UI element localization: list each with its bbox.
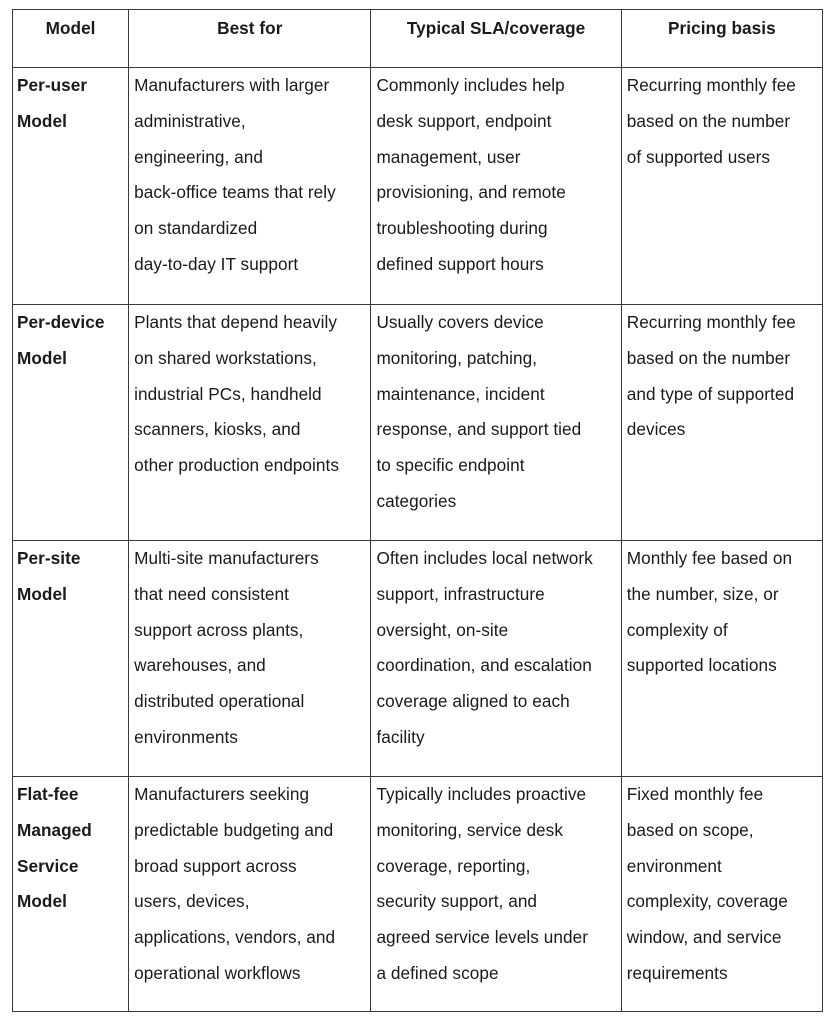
text-line: Monthly fee based on xyxy=(626,548,793,568)
text-line: support, infrastructure xyxy=(376,583,545,604)
text-line: Often includes local network xyxy=(376,548,593,568)
header-model: Model xyxy=(13,10,129,68)
header-row xyxy=(13,10,823,68)
text-line: on shared workstations, xyxy=(134,347,317,368)
best-for-cell xyxy=(129,541,371,777)
sla-coverage-cell-text xyxy=(371,68,620,283)
sla-coverage-cell-text xyxy=(371,777,620,992)
text-line: environments xyxy=(134,726,238,747)
best-for-cell-text xyxy=(129,541,370,756)
text-line: day-to-day IT support xyxy=(134,253,299,274)
text-line: Per-device xyxy=(17,312,105,332)
model-cell xyxy=(13,777,129,1012)
table-row xyxy=(13,68,823,305)
text-line: monitoring, service desk xyxy=(376,819,563,840)
text-line: a defined scope xyxy=(376,962,499,983)
table-row xyxy=(13,777,823,1012)
sla-coverage-cell-text xyxy=(371,305,620,520)
text-line: Flat-fee xyxy=(17,784,79,804)
text-line: coordination, and escalation xyxy=(376,655,592,676)
text-line: coverage, reporting, xyxy=(376,855,531,876)
text-line: applications, vendors, and xyxy=(134,927,336,948)
text-line: requirements xyxy=(626,962,728,983)
text-line: Per-site xyxy=(17,548,81,568)
text-line: monitoring, patching, xyxy=(376,347,538,368)
text-line: administrative, xyxy=(134,110,246,131)
best-for-cell xyxy=(129,68,371,305)
text-line: Per-user xyxy=(17,75,88,95)
text-line: environment xyxy=(626,855,722,876)
sla-coverage-cell-text xyxy=(371,541,620,756)
model-cell xyxy=(13,305,129,541)
text-line: defined support hours xyxy=(376,253,544,274)
text-line: Model xyxy=(17,891,67,912)
pricing-basis-cell-text xyxy=(622,541,822,684)
text-line: categories xyxy=(376,490,457,511)
best-for-cell xyxy=(129,305,371,541)
text-line: Plants that depend heavily xyxy=(134,312,338,332)
text-line: Fixed monthly fee xyxy=(626,784,764,804)
text-line: complexity of xyxy=(626,619,728,640)
text-line: based on scope, xyxy=(626,819,754,840)
pricing-basis-cell xyxy=(621,305,822,541)
text-line: the number, size, or xyxy=(626,583,779,604)
table-row xyxy=(13,541,823,777)
text-line: warehouses, and xyxy=(134,655,266,676)
text-line: troubleshooting during xyxy=(376,218,548,239)
best-for-cell xyxy=(129,777,371,1012)
text-line: Service xyxy=(17,855,79,876)
text-line: users, devices, xyxy=(134,891,250,912)
text-line: Commonly includes help xyxy=(376,75,565,95)
best-for-cell-text xyxy=(129,777,370,992)
text-line: window, and service xyxy=(626,927,782,948)
pricing-basis-cell-text xyxy=(622,305,822,448)
text-line: Manufacturers seeking xyxy=(134,784,310,804)
text-line: broad support across xyxy=(134,855,297,876)
text-line: complexity, coverage xyxy=(626,891,788,912)
pricing-basis-cell-text xyxy=(622,777,822,992)
best-for-cell-text xyxy=(129,305,370,484)
text-line: and type of supported xyxy=(626,383,795,404)
text-line: Manufacturers with larger xyxy=(134,75,330,95)
pricing-basis-cell xyxy=(621,777,822,1012)
text-line: coverage aligned to each xyxy=(376,691,570,712)
best-for-cell-text xyxy=(129,68,370,283)
model-cell-text xyxy=(13,777,128,920)
it-support-models-table xyxy=(12,9,823,1012)
text-line: support across plants, xyxy=(134,619,304,640)
text-line: distributed operational xyxy=(134,691,305,712)
table-row xyxy=(13,305,823,541)
text-line: based on the number xyxy=(626,110,791,131)
text-line: predictable budgeting and xyxy=(134,819,334,840)
header-pricing-basis: Pricing basis xyxy=(621,10,822,68)
text-line: industrial PCs, handheld xyxy=(134,383,322,404)
model-cell xyxy=(13,68,129,305)
text-line: response, and support tied xyxy=(376,419,582,440)
text-line: security support, and xyxy=(376,891,538,912)
sla-coverage-cell xyxy=(371,777,621,1012)
pricing-basis-cell xyxy=(621,68,822,305)
text-line: scanners, kiosks, and xyxy=(134,419,301,440)
text-line: to specific endpoint xyxy=(376,455,525,476)
model-cell-text xyxy=(13,68,128,140)
text-line: back-office teams that rely xyxy=(134,182,336,203)
pricing-basis-cell-text xyxy=(622,68,822,175)
text-line: Model xyxy=(17,110,67,131)
text-line: Model xyxy=(17,347,67,368)
text-line: engineering, and xyxy=(134,146,263,167)
text-line: Managed xyxy=(17,819,92,840)
text-line: of supported users xyxy=(626,146,770,167)
text-line: Recurring monthly fee xyxy=(626,75,796,95)
text-line: supported locations xyxy=(626,655,777,676)
model-cell-text xyxy=(13,305,128,377)
text-line: maintenance, incident xyxy=(376,383,545,404)
header-best-for: Best for xyxy=(129,10,371,68)
text-line: Usually covers device xyxy=(376,312,544,332)
model-cell xyxy=(13,541,129,777)
text-line: Multi-site manufacturers xyxy=(134,548,319,568)
text-line: operational workflows xyxy=(134,962,301,983)
sla-coverage-cell xyxy=(371,305,621,541)
text-line: devices xyxy=(626,419,686,440)
text-line: desk support, endpoint xyxy=(376,110,552,131)
model-cell-text xyxy=(13,541,128,613)
header-sla-coverage: Typical SLA/coverage xyxy=(371,10,621,68)
text-line: agreed service levels under xyxy=(376,927,588,948)
text-line: Model xyxy=(17,583,67,604)
pricing-basis-cell xyxy=(621,541,822,777)
text-line: on standardized xyxy=(134,218,258,239)
sla-coverage-cell xyxy=(371,68,621,305)
text-line: other production endpoints xyxy=(134,455,339,476)
text-line: provisioning, and remote xyxy=(376,182,566,203)
text-line: Typically includes proactive xyxy=(376,784,587,804)
text-line: management, user xyxy=(376,146,521,167)
text-line: Recurring monthly fee xyxy=(626,312,796,332)
text-line: based on the number xyxy=(626,347,791,368)
sla-coverage-cell xyxy=(371,541,621,777)
text-line: that need consistent xyxy=(134,583,289,604)
text-line: facility xyxy=(376,726,425,747)
text-line: oversight, on-site xyxy=(376,619,509,640)
